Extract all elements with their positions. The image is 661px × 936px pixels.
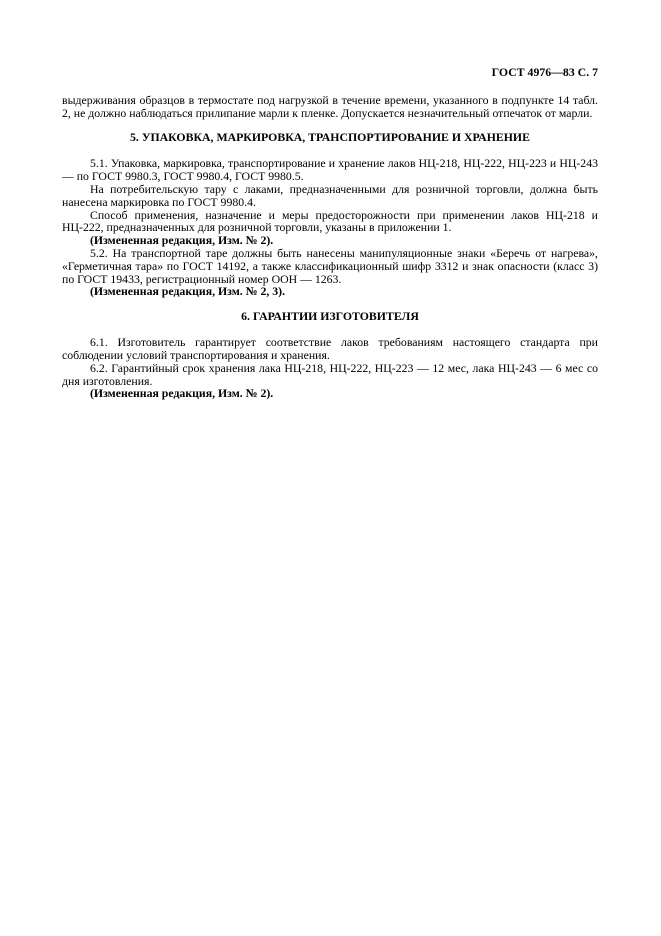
- revision-note-1: (Измененная редакция, Изм. № 2).: [90, 233, 274, 248]
- section-5-heading: 5. УПАКОВКА, МАРКИРОВКА, ТРАНСПОРТИРОВАНИЕ И ХРАНЕНИЕ: [130, 130, 530, 145]
- revision-note-2: (Измененная редакция, Изм. № 2, 3).: [90, 284, 286, 299]
- paragraph-6-1: 6.1. Изготовитель гарантирует соответствие лаков требованиям настоящего стандарта при соблюдении условий транспортирования и хранения.: [62, 335, 598, 362]
- lead-paragraph: выдерживания образцов в термостате под нагрузкой в течение времени, указанного в подпункте 14 табл. 2, не должно наблюдаться прилипание марли к пленке. Допускается незначительный отпечаток от марли.: [62, 92, 598, 120]
- section-5: [62, 131, 598, 298]
- page-header-reference: ГОСТ 4976—83 С. 7: [491, 65, 598, 79]
- paragraph-6-2: 6.2. Гарантийный срок хранения лака НЦ-218, НЦ-222, НЦ-223 — 12 мес, лака НЦ-243 — 6 мес со дня изготовления.: [62, 360, 598, 388]
- section-6: [62, 310, 598, 400]
- paragraph-5-1: 5.1. Упаковка, маркировка, транспортирование и хранение лаков НЦ-218, НЦ-222, НЦ-223 и НЦ-243 — по ГОСТ 9980.3, ГОСТ 9980.4, ГОСТ 9980.5.: [62, 156, 598, 184]
- revision-note-3: (Измененная редакция, Изм. № 2).: [90, 386, 274, 401]
- paragraph-application-method: Способ применения, назначение и меры предосторожности при применении лаков НЦ-218 и НЦ-222, предназначенных для розничной торговли, указаны в приложении 1.: [62, 207, 598, 235]
- section-6-heading: 6. ГАРАНТИИ ИЗГОТОВИТЕЛЯ: [241, 309, 419, 324]
- paragraph-5-2: 5.2. На транспортной таре должны быть нанесены манипуляционные знаки «Беречь от нагрева», «Герметичная тара» по ГОСТ 14192, а также классификационный шифр 3312 и знак опасности (класс 3) по ГОСТ 19433, регистрационный номер ООН — 1263.: [62, 245, 598, 286]
- paragraph-consumer-packaging: На потребительскую тару с лаками, предназначенными для розничной торговли, должна быть нанесена маркировка по ГОСТ 9980.4.: [62, 181, 598, 209]
